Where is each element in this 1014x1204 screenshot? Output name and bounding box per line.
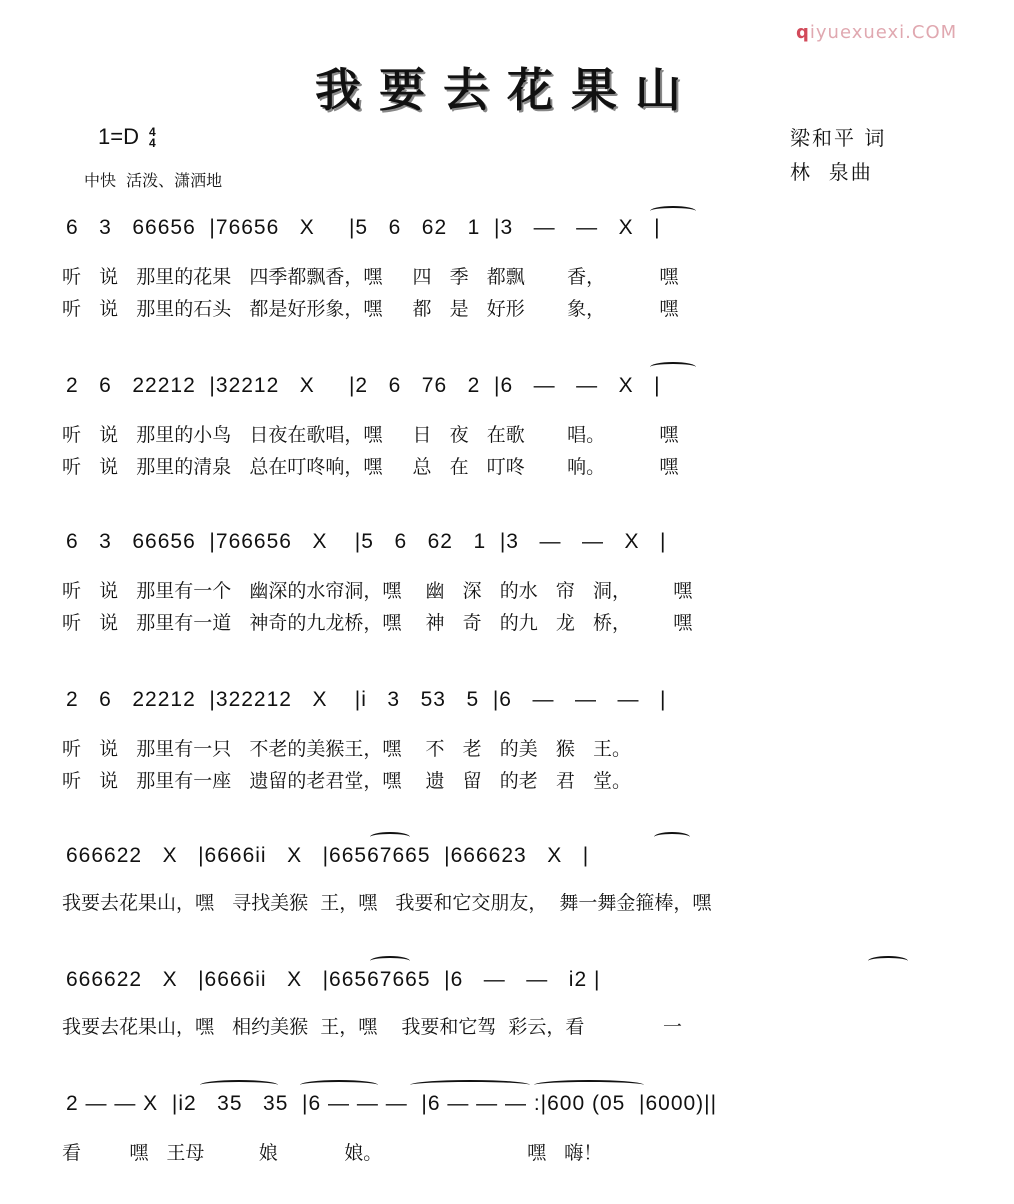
lyric-line-2b: 听 说 那里的清泉 总在叮咚响，嘿 总 在 叮咚 响。 嘿 [62,456,679,478]
lyric-line-6: 我要去花果山，嘿 相约美猴 王，嘿 我要和它驾 彩云，看 一 [62,1016,682,1038]
notation-line-2: 2 6 22212 |32212 X |2 6 76 2 |6 — — X | [66,374,661,397]
notation-line-7: 2 — — X |i2 35 35 |6 — — — |6 — — — :|600 (05 |6000)|| [66,1092,718,1115]
lyric-line-2a: 听 说 那里的小鸟 日夜在歌唱，嘿 日 夜 在歌 唱。 嘿 [62,424,679,446]
lyricist-credit: 梁和平 词 [790,126,887,150]
slur [200,1080,278,1090]
notation-line-1: 6 3 66656 |76656 X |5 6 62 1 |3 — — X | [66,216,661,239]
site-logo-letter: q [796,22,810,43]
notation-line-6: 666622 X |6666ii X |66567665 |6 — — i2 | [66,968,601,991]
slur [654,832,690,842]
notation-line-4: 2 6 22212 |322212 X |i 3 53 5 |6 — — — | [66,688,667,711]
slur [300,1080,378,1090]
lyric-line-1b: 听 说 那里的石头 都是好形象，嘿 都 是 好形 象， 嘿 [62,298,679,320]
slur [868,956,908,966]
slur [370,832,410,842]
time-bottom: 4 [148,136,156,151]
song-title: 我要去花果山 [315,63,699,117]
lyric-line-3a: 听 说 那里有一个 幽深的水帘洞，嘿 幽 深 的水 帘 洞， 嘿 [62,580,693,602]
site-watermark [796,22,957,43]
key-signature [98,124,156,150]
lyric-line-5: 我要去花果山，嘿 寻找美猴 王，嘿 我要和它交朋友， 舞一舞金箍棒，嘿 [62,892,712,914]
lyric-line-4b: 听 说 那里有一座 遗留的老君堂，嘿 遗 留 的老 君 堂。 [62,770,631,792]
tie [410,1080,530,1090]
key-label: 1=D [98,124,139,149]
time-top: 4 [148,125,156,140]
composer-credit: 林 泉曲 [790,160,873,184]
lyric-line-3b: 听 说 那里有一道 神奇的九龙桥，嘿 神 奇 的九 龙 桥， 嘿 [62,612,693,634]
site-name: iyuexuexi.COM [809,22,958,43]
notation-line-3: 6 3 66656 |766656 X |5 6 62 1 |3 — — X | [66,530,667,553]
lyric-line-4a: 听 说 那里有一只 不老的美猴王，嘿 不 老 的美 猴 王。 [62,738,631,760]
slur [650,206,696,216]
slur [370,956,410,966]
lyric-line-7: 看 嘿 王母 娘 娘。 嘿 嗨！ [62,1142,603,1164]
notation-line-5: 666622 X |6666ii X |66567665 |666623 X | [66,844,590,867]
time-signature [149,127,156,149]
tempo-marking: 中快 活泼、潇洒地 [84,171,223,190]
slur [650,362,696,372]
tie [534,1080,644,1090]
lyric-line-1a: 听 说 那里的花果 四季都飘香，嘿 四 季 都飘 香， 嘿 [62,266,679,288]
